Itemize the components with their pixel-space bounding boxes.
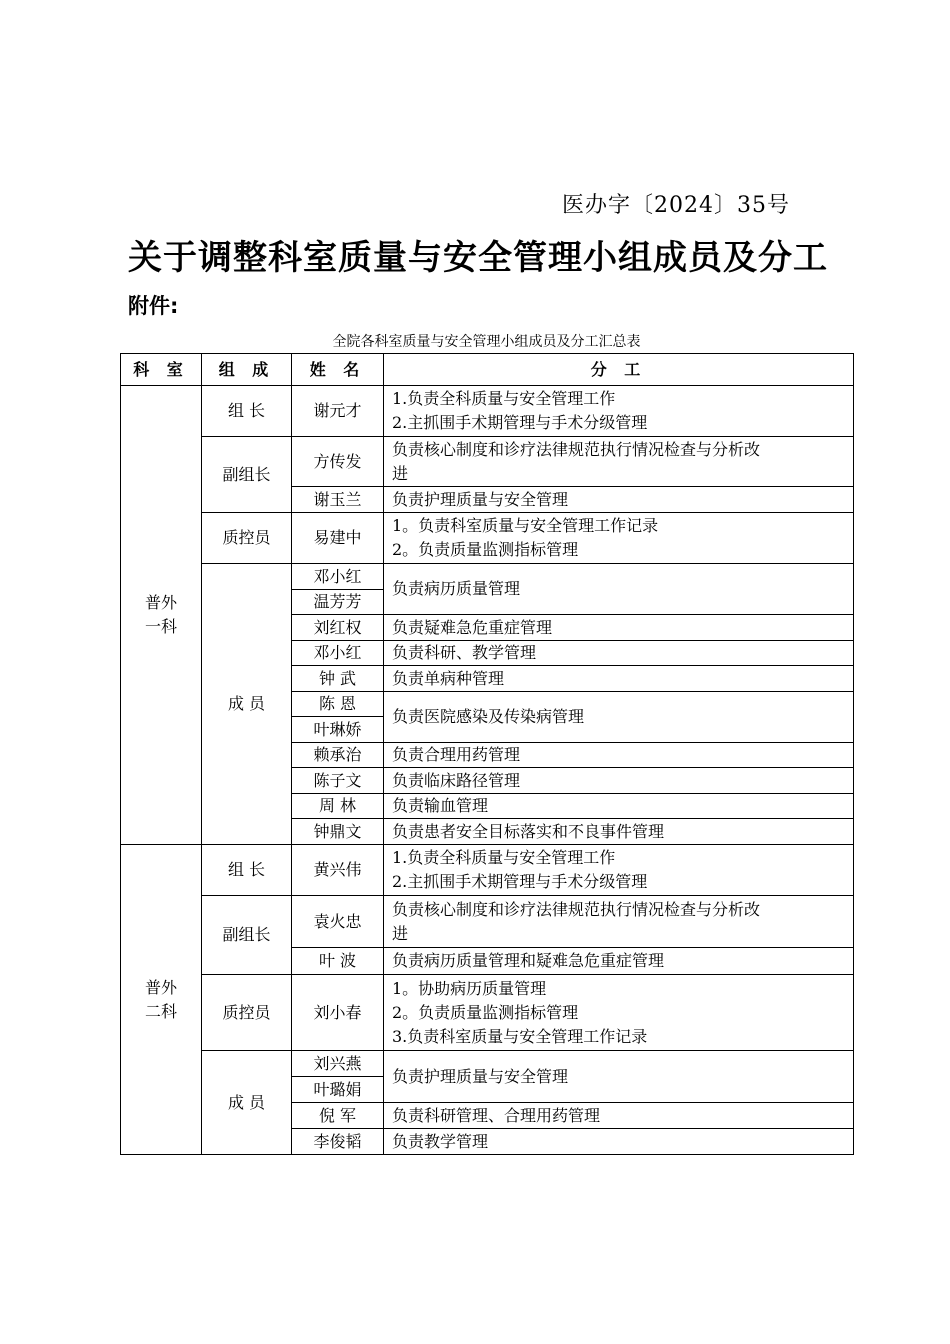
duty-cell: 负责护理质量与安全管理 [384,487,854,513]
table-row [121,513,854,564]
duty-cell [384,386,854,437]
duty-line: 1。负责科室质量与安全管理工作记录 [392,516,659,535]
document-number: 医办字〔2024〕35号 [562,193,790,218]
role-cell: 副组长 [202,896,292,975]
duty-line: 1.负责全科质量与安全管理工作 [392,848,616,867]
role-cell: 副组长 [202,437,292,513]
role-cell: 成 员 [202,1051,292,1155]
name-cell: 邓小红 [292,564,384,590]
name-cell: 钟鼎文 [292,819,384,845]
name-cell: 刘兴燕 [292,1051,384,1077]
table-row [121,386,854,437]
role-cell: 质控员 [202,975,292,1051]
dept-cell [121,845,202,1155]
duty-cell: 负责医院感染及传染病管理 [384,692,854,743]
dept-name-line: 二科 [144,1001,177,1021]
name-cell: 周 林 [292,794,384,819]
duty-line: 1。协助病历质量管理 [392,978,547,998]
duty-cell [384,513,854,564]
duty-cell: 负责单病种管理 [384,666,854,692]
name-cell: 易建中 [292,513,384,564]
document-title: 关于调整科室质量与安全管理小组成员及分工 [128,238,828,278]
summary-table [120,353,854,1155]
duty-line: 2.主抓围手术期管理与手术分级管理 [392,413,648,432]
table-header-row [121,354,854,386]
duty-cell: 负责合理用药管理 [384,743,854,768]
name-cell: 谢玉兰 [292,487,384,513]
header-duty: 分 工 [384,354,854,386]
name-cell: 钟 武 [292,666,384,692]
duty-cell: 负责教学管理 [384,1129,854,1155]
name-cell: 刘小春 [292,975,384,1051]
table-row [121,845,854,896]
duty-cell: 负责科研管理、合理用药管理 [384,1103,854,1129]
name-cell: 刘红权 [292,615,384,641]
duty-line: 3.负责科室质量与安全管理工作记录 [392,1026,648,1046]
duty-line: 负责核心制度和诊疗法律规范执行情况检查与分析改 [392,899,761,919]
duty-line: 2。负责质量监测指标管理 [392,540,579,559]
duty-cell: 负责病历质量管理 [384,564,854,615]
duty-cell [384,975,854,1051]
duty-cell: 负责病历质量管理和疑难急危重症管理 [384,948,854,975]
role-cell: 成 员 [202,564,292,845]
table-caption: 全院各科室质量与安全管理小组成员及分工汇总表 [332,334,641,350]
header-name: 姓 名 [292,354,384,386]
duty-cell: 负责科研、教学管理 [384,641,854,666]
duty-cell: 负责输血管理 [384,794,854,819]
name-cell: 叶璐娟 [292,1077,384,1103]
duty-cell: 负责患者安全目标落实和不良事件管理 [384,819,854,845]
duty-line: 1.负责全科质量与安全管理工作 [392,389,616,408]
role-cell: 组 长 [202,386,292,437]
duty-cell [384,896,854,948]
name-cell: 方传发 [292,437,384,487]
attachment-label: 附件: [128,294,179,318]
name-cell: 温芳芳 [292,590,384,615]
name-cell: 叶 波 [292,948,384,975]
duty-cell: 负责疑难急危重症管理 [384,615,854,641]
name-cell: 袁火忠 [292,896,384,948]
duty-line: 进 [392,923,409,943]
duty-cell: 负责临床路径管理 [384,768,854,794]
duty-cell [384,845,854,896]
name-cell: 赖承治 [292,743,384,768]
table-row [121,564,854,590]
name-cell: 叶琳娇 [292,717,384,743]
dept-name-line: 一科 [144,617,177,636]
role-cell: 质控员 [202,513,292,564]
duty-cell: 负责护理质量与安全管理 [384,1051,854,1103]
name-cell: 谢元才 [292,386,384,437]
table-row [121,1051,854,1077]
name-cell: 陈 恩 [292,692,384,717]
table-row [121,437,854,487]
table-row [121,975,854,1051]
table-row [121,896,854,948]
duty-cell [384,437,854,487]
header-role: 组 成 [202,354,292,386]
duty-line: 负责核心制度和诊疗法律规范执行情况检查与分析改 [392,439,761,459]
duty-line: 2。负责质量监测指标管理 [392,1002,579,1022]
dept-name-line: 普外 [144,977,177,997]
name-cell: 黄兴伟 [292,845,384,896]
name-cell: 陈子文 [292,768,384,794]
header-dept: 科 室 [121,354,202,386]
duty-line: 进 [392,463,409,483]
name-cell: 邓小红 [292,641,384,666]
name-cell: 李俊韬 [292,1129,384,1155]
dept-cell [121,386,202,845]
duty-line: 2.主抓围手术期管理与手术分级管理 [392,872,648,891]
name-cell: 倪 军 [292,1103,384,1129]
role-cell: 组 长 [202,845,292,896]
dept-name-line: 普外 [144,593,177,612]
